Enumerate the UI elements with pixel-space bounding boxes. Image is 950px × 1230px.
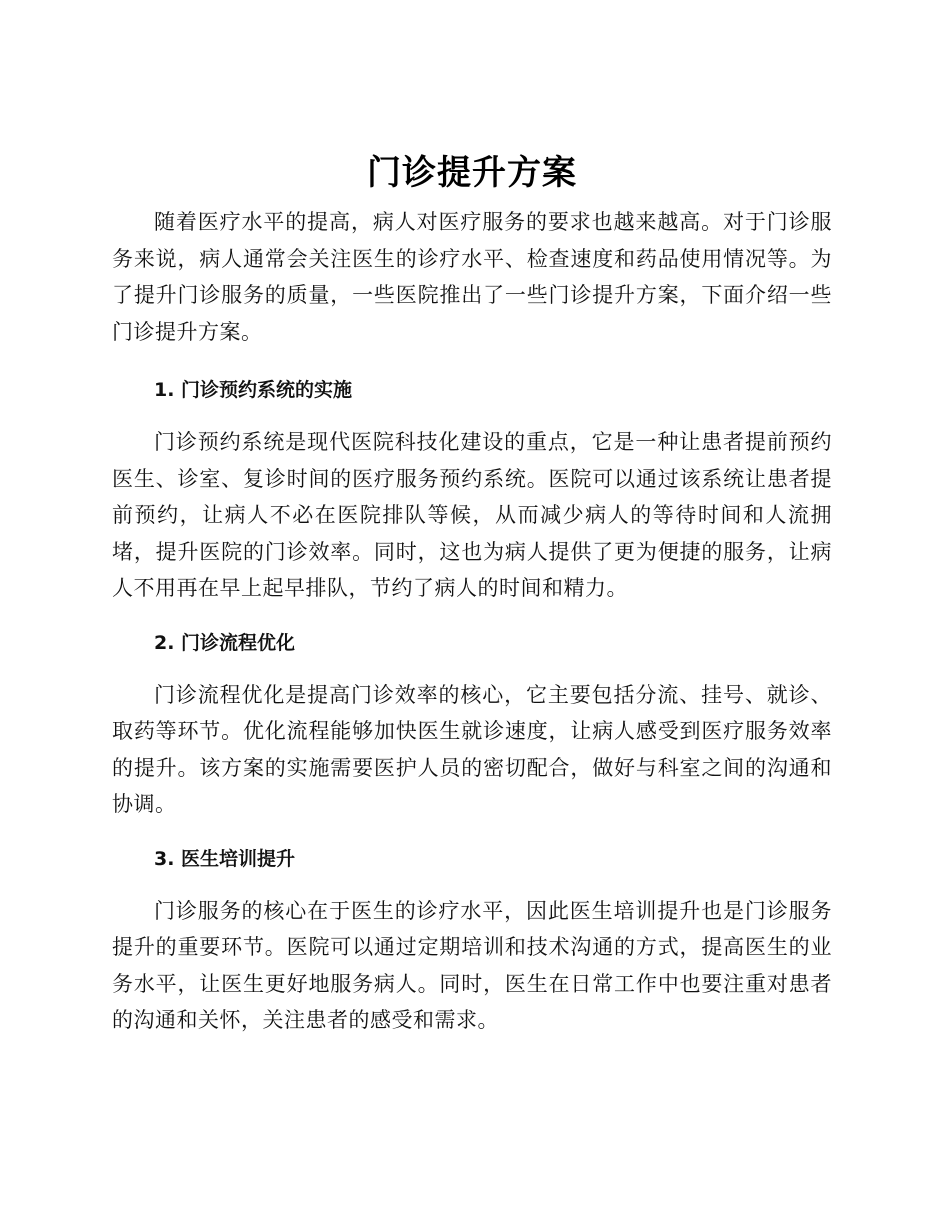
section-body-3: 门诊服务的核心在于医生的诊疗水平，因此医生培训提升也是门诊服务提升的重要环节。医院可以通过定期培训和技术沟通的方式，提高医生的业务水平，让医生更好地服务病人。同时，医生在日常工作中也要注重对患者的沟通和关怀，关注患者的感受和需求。 [112, 898, 832, 1032]
section-heading-1: 1. 门诊预约系统的实施 [154, 379, 353, 401]
section-heading-2: 2. 门诊流程优化 [154, 631, 296, 654]
document-page [112, 150, 832, 1039]
section-body-1: 门诊预约系统是现代医院科技化建设的重点，它是一种让患者提前预约医生、诊室、复诊时间的医疗服务预约系统。医院可以通过该系统让患者提前预约，让病人不必在医院排队等候，从而减少病人的等待时间和人流拥堵，提升医院的门诊效率。同时，这也为病人提供了更为便捷的服务，让病人不用再在早上起早排队，节约了病人的时间和精力。 [112, 430, 832, 600]
section-heading-3: 3. 医生培训提升 [154, 847, 296, 870]
section-body-2: 门诊流程优化是提高门诊效率的核心，它主要包括分流、挂号、就诊、取药等环节。优化流程能够加快医生就诊速度，让病人感受到医疗服务效率的提升。该方案的实施需要医护人员的密切配合，做好与科室之间的沟通和协调。 [112, 682, 832, 816]
intro-paragraph: 随着医疗水平的提高，病人对医疗服务的要求也越来越高。对于门诊服务来说，病人通常会关注医生的诊疗水平、检查速度和药品使用情况等。为了提升门诊服务的质量，一些医院推出了一些门诊提升方案，下面介绍一些门诊提升方案。 [112, 210, 832, 344]
document-title: 门诊提升方案 [367, 153, 577, 193]
